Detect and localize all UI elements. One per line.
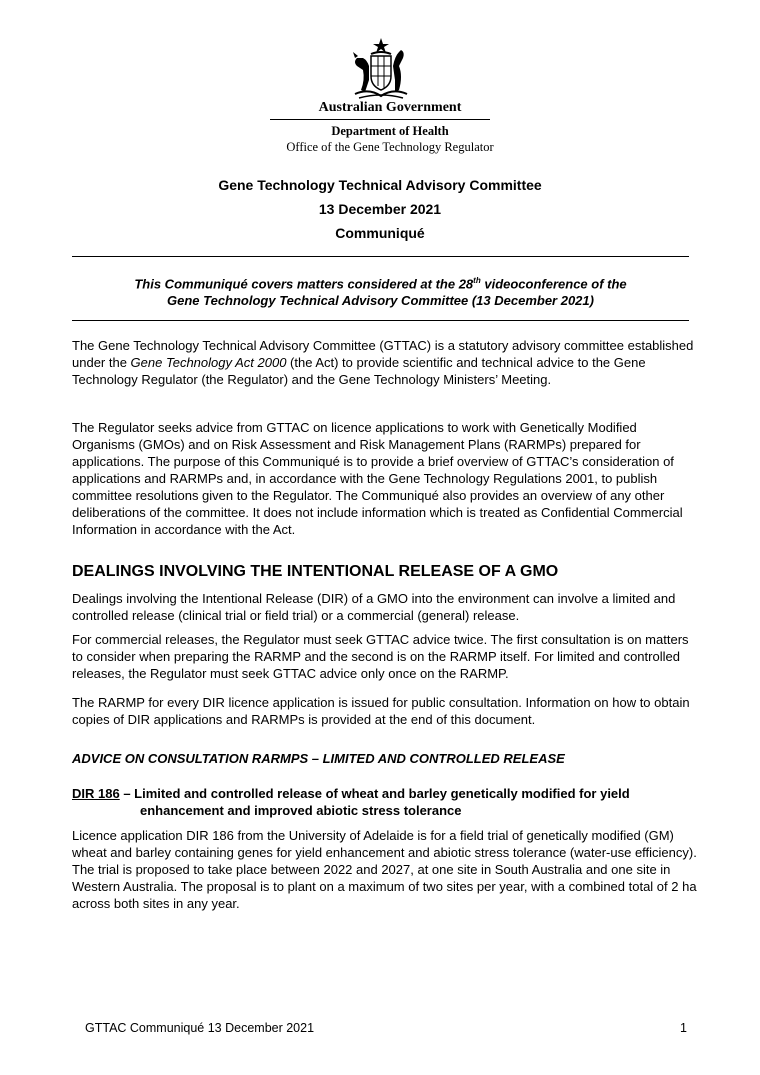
dir-title-line1: – Limited and controlled release of wheat and barley genetically modified for yield [119, 786, 630, 801]
document-subtitle: Communiqué [335, 225, 425, 241]
office-name: Office of the Gene Technology Regulator [286, 140, 494, 154]
intro-statement [72, 272, 689, 309]
dir-title-line2: enhancement and improved abiotic stress tolerance [140, 803, 462, 818]
intro-line1-a: This Communiqué covers matters considered at the 28 [134, 276, 474, 292]
header-divider [270, 119, 490, 120]
intro-line2: Gene Technology Technical Advisory Committee (13 December 2021) [167, 293, 594, 309]
paragraph-regulator-advice: The Regulator seeks advice from GTTAC on licence applications to work with Genetically Modified Organisms (GMOs) and on Risk Assessment and Risk Management Plans (RARMPs) prepared for applications. The purpose of this Communiqué is to provide a brief overview of GTTAC’s consideration of applications and RARMPs and, in accordance with the Gene Technology Regulations 2001, to publish committee resolutions given to the Regulator. The Communiqué also provides an overview of any other deliberations of the committee. It does not include information which is treated as Confidential Commercial Information in accordance with the Act. [72, 420, 683, 537]
paragraph-dir-definition: Dealings involving the Intentional Release (DIR) of a GMO into the environment can involve a limited and controlled release (clinical trial or field trial) or a commercial (general) release. [72, 591, 676, 623]
p1-text-b: (the Act) to provide scientific and technical advice to the Gene Technology Regulator (the Regulator) and the Gene Technology Ministers’ Meeting. [72, 355, 646, 387]
page-number: 1 [680, 1021, 687, 1035]
intro-superscript: th [473, 276, 481, 285]
coat-of-arms-logo [349, 36, 413, 104]
footer-title: GTTAC Communiqué 13 December 2021 [85, 1021, 315, 1035]
act-name: Gene Technology Act 2000 [130, 355, 287, 370]
document-title: Gene Technology Technical Advisory Committee [218, 177, 542, 193]
dir-code: DIR 186 [72, 786, 120, 801]
paragraph-rarmp-consultation: The RARMP for every DIR licence application is issued for public consultation. Information on how to obtain copies of DIR applications and RARMPs is provided at the end of this document. [72, 695, 690, 727]
section-heading-dir: DEALINGS INVOLVING THE INTENTIONAL RELEASE OF A GMO [72, 563, 559, 580]
paragraph-dir-186-details: Licence application DIR 186 from the University of Adelaide is for a field trial of genetically modified (GM) wheat and barley containing genes for yield enhancement and abiotic stress tolerance (water-use efficiency). The trial is proposed to take place between 2022 and 2027, at one site in South Australia and one site in Western Australia. The proposal is to plant on a maximum of two sites per year, with a combined total of 2 ha across both sites in any year. [72, 828, 697, 911]
paragraph-commercial-release: For commercial releases, the Regulator must seek GTTAC advice twice. The first consultation is on matters to consider when preparing the RARMP and the second is on the RARMP itself. For limited and controlled releases, the Regulator must seek GTTAC advice only once on the RARMP. [72, 632, 689, 681]
paragraph-gttac-overview [72, 337, 697, 388]
divider-top [72, 256, 689, 257]
department-name: Department of Health [331, 124, 449, 138]
government-name: Australian Government [318, 100, 462, 115]
dir-186-heading [72, 785, 692, 819]
section-heading-advice: ADVICE ON CONSULTATION RARMPS – LIMITED AND CONTROLLED RELEASE [72, 751, 565, 766]
document-date: 13 December 2021 [318, 201, 442, 217]
intro-line1-b: videoconference of the [480, 276, 627, 292]
p1-text-a: The Gene Technology Technical Advisory Committee (GTTAC) is a statutory advisory committee established under the [72, 338, 694, 370]
divider-bottom [72, 320, 689, 321]
